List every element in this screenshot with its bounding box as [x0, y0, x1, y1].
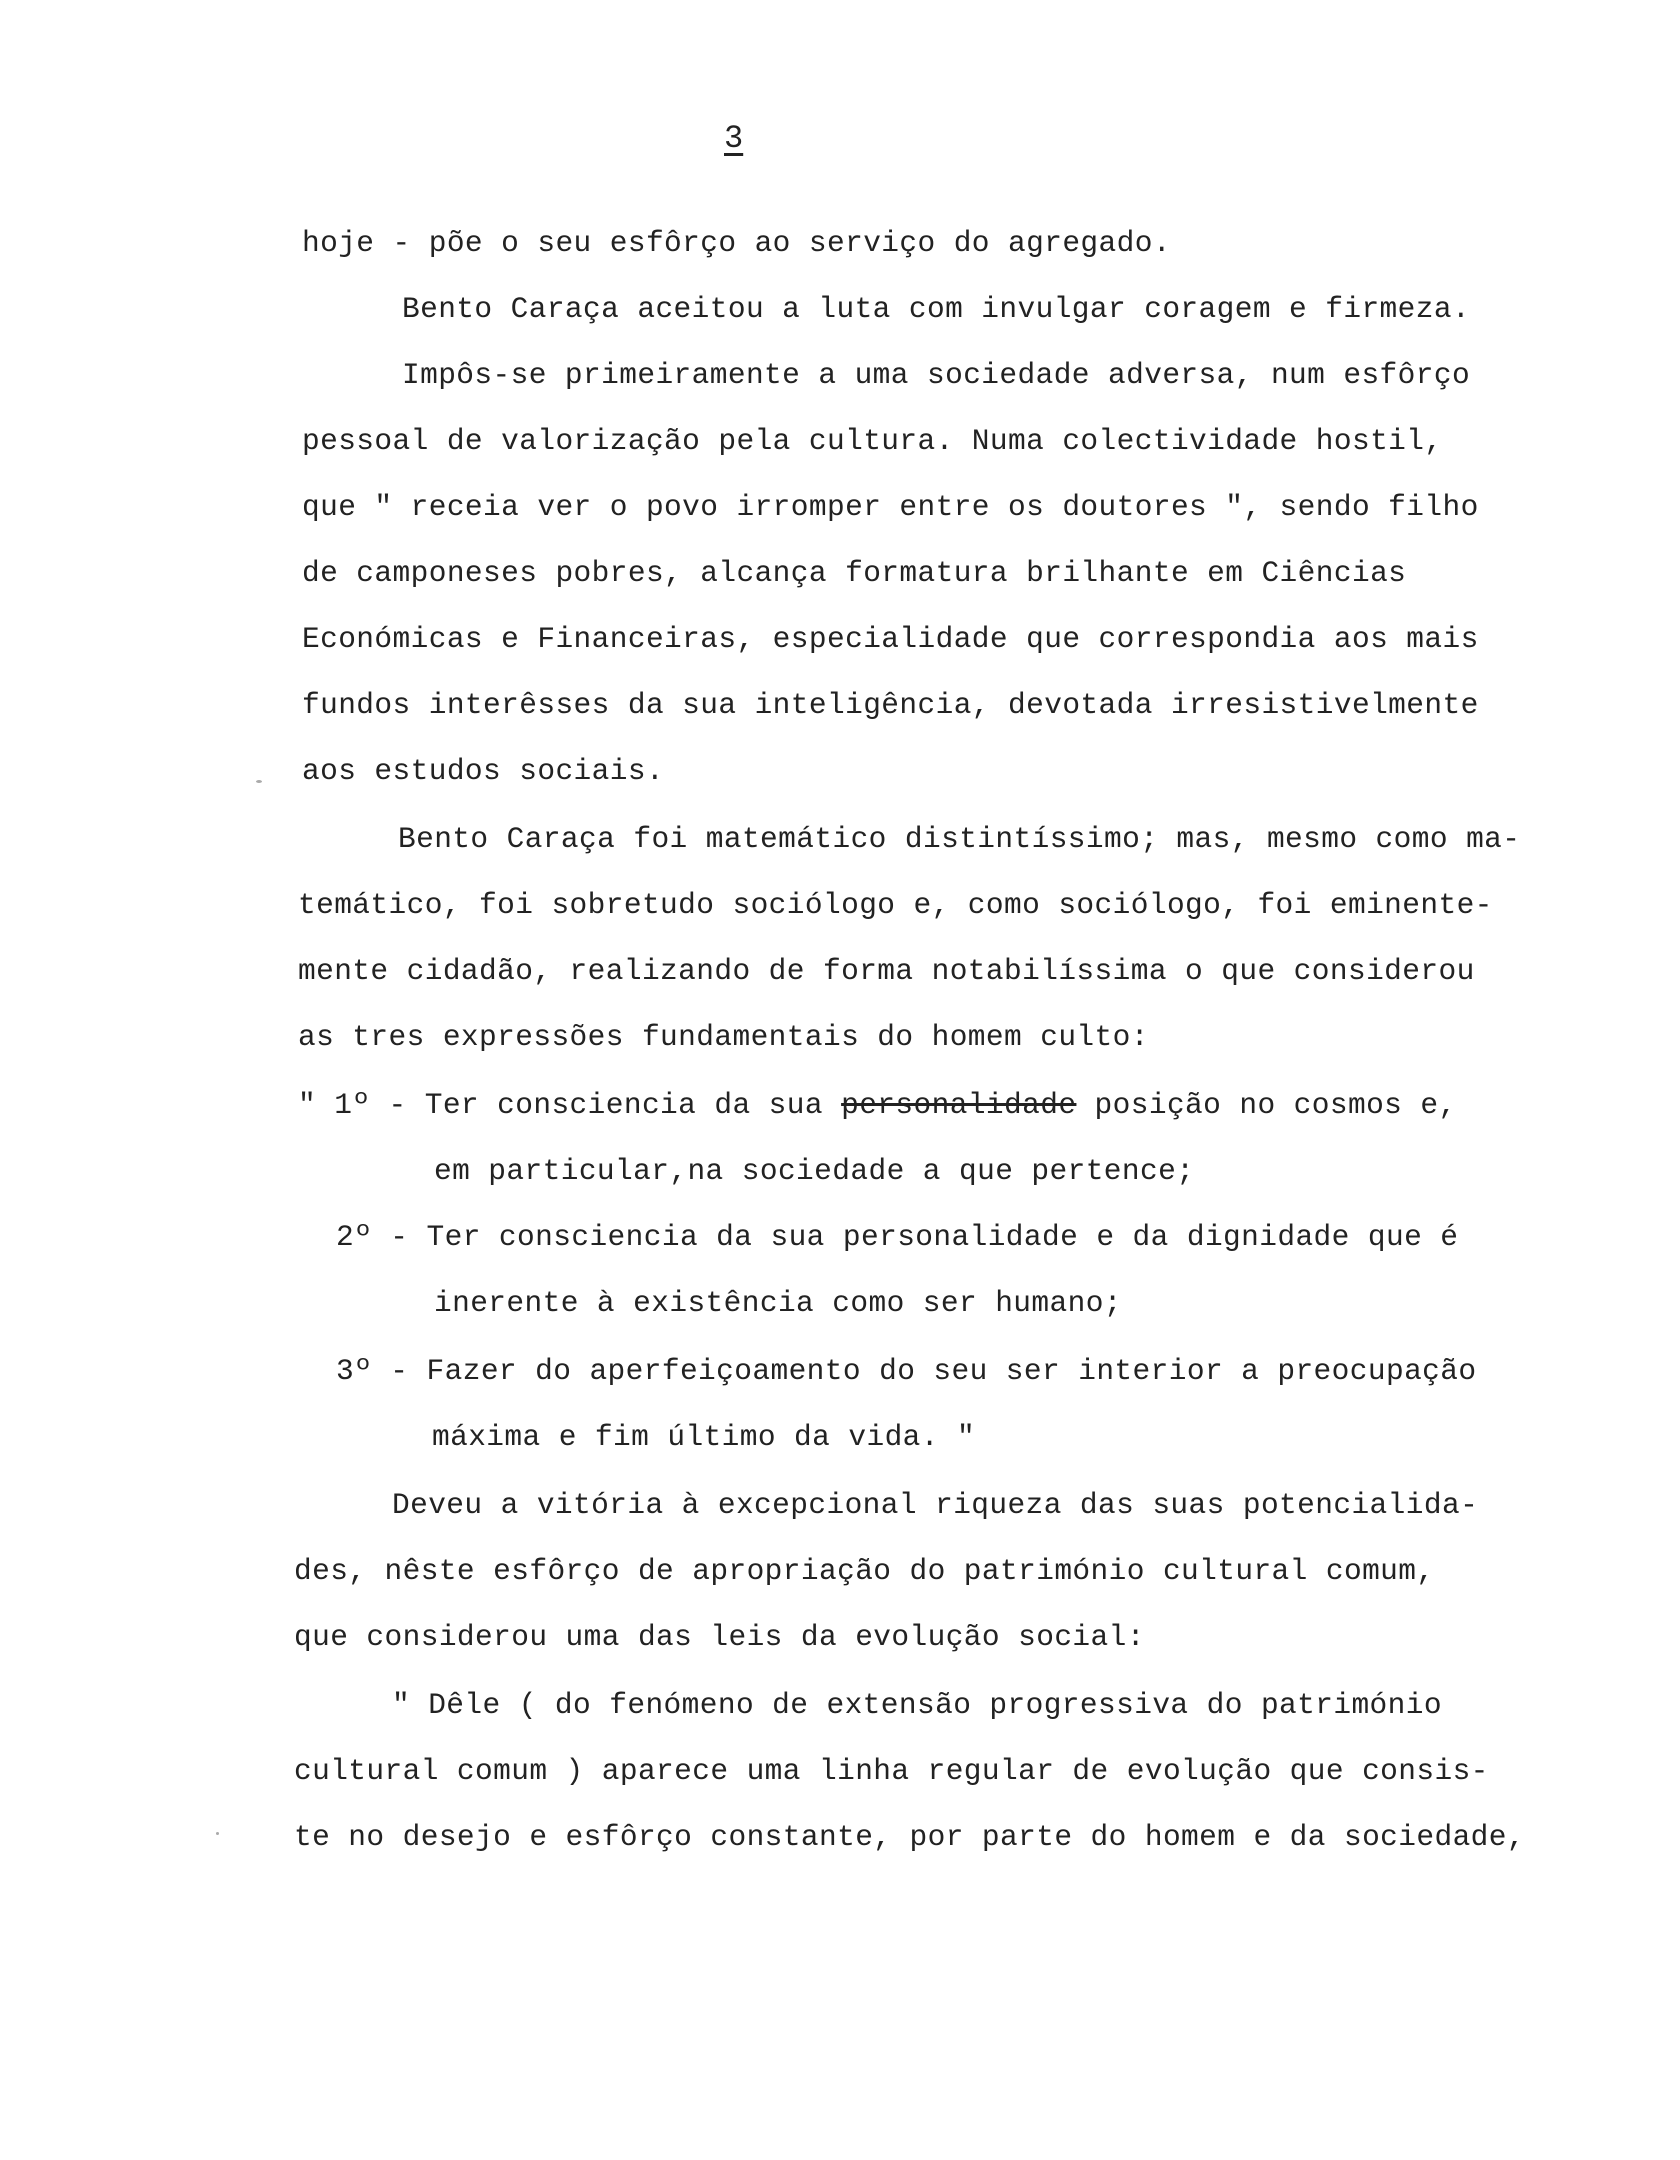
text-line: em particular,na sociedade a que pertence;: [434, 1154, 1195, 1188]
text-line: des, nêste esfôrço de apropriação do património cultural comum,: [294, 1554, 1435, 1588]
text-line: hoje - põe o seu esfôrço ao serviço do agregado.: [302, 226, 1171, 260]
text-line: Bento Caraça aceitou a luta com invulgar coragem e firmeza.: [402, 292, 1471, 326]
text-line: " Dêle ( do fenómeno de extensão progressiva do património: [392, 1688, 1442, 1722]
text-line: que considerou uma das leis da evolução social:: [294, 1620, 1145, 1654]
text-line: 2º - Ter consciencia da sua personalidade e da dignidade que é: [336, 1220, 1459, 1254]
text-line: mente cidadão, realizando de forma notabilíssima o que considerou: [298, 954, 1475, 988]
text-line: pessoal de valorização pela cultura. Numa colectividade hostil,: [302, 424, 1443, 458]
text-line: te no desejo e esfôrço constante, por parte do homem e da sociedade,: [294, 1820, 1525, 1854]
text-line: Impôs-se primeiramente a uma sociedade adversa, num esfôrço: [402, 358, 1471, 392]
page-number: 3: [724, 120, 744, 157]
text-line: Bento Caraça foi matemático distintíssimo; mas, mesmo como ma-: [398, 822, 1521, 856]
text-line: " 1º - Ter consciencia da sua personalidade posição no cosmos e,: [298, 1088, 1457, 1122]
text-line: fundos interêsses da sua inteligência, devotada irresistivelmente: [302, 688, 1479, 722]
struck-word: personalidade: [841, 1088, 1077, 1122]
text-line: temático, foi sobretudo sociólogo e, como sociólogo, foi eminente-: [298, 888, 1493, 922]
text-line: de camponeses pobres, alcança formatura brilhante em Ciências: [302, 556, 1407, 590]
scan-speck: [256, 780, 262, 783]
scan-speck: [216, 1832, 219, 1835]
text-line: inerente à existência como ser humano;: [434, 1286, 1122, 1320]
text-line: Económicas e Financeiras, especialidade que correspondia aos mais: [302, 622, 1479, 656]
text-line: Deveu a vitória à excepcional riqueza das suas potencialida-: [392, 1488, 1479, 1522]
text-line: cultural comum ) aparece uma linha regular de evolução que consis-: [294, 1754, 1489, 1788]
text-line: máxima e fim último da vida. ": [432, 1420, 976, 1454]
text-line: que " receia ver o povo irromper entre os doutores ", sendo filho: [302, 490, 1479, 524]
text-line: aos estudos sociais.: [302, 754, 665, 788]
text-line: as tres expressões fundamentais do homem culto:: [298, 1020, 1149, 1054]
text-line: 3º - Fazer do aperfeiçoamento do seu ser interior a preocupação: [336, 1354, 1477, 1388]
